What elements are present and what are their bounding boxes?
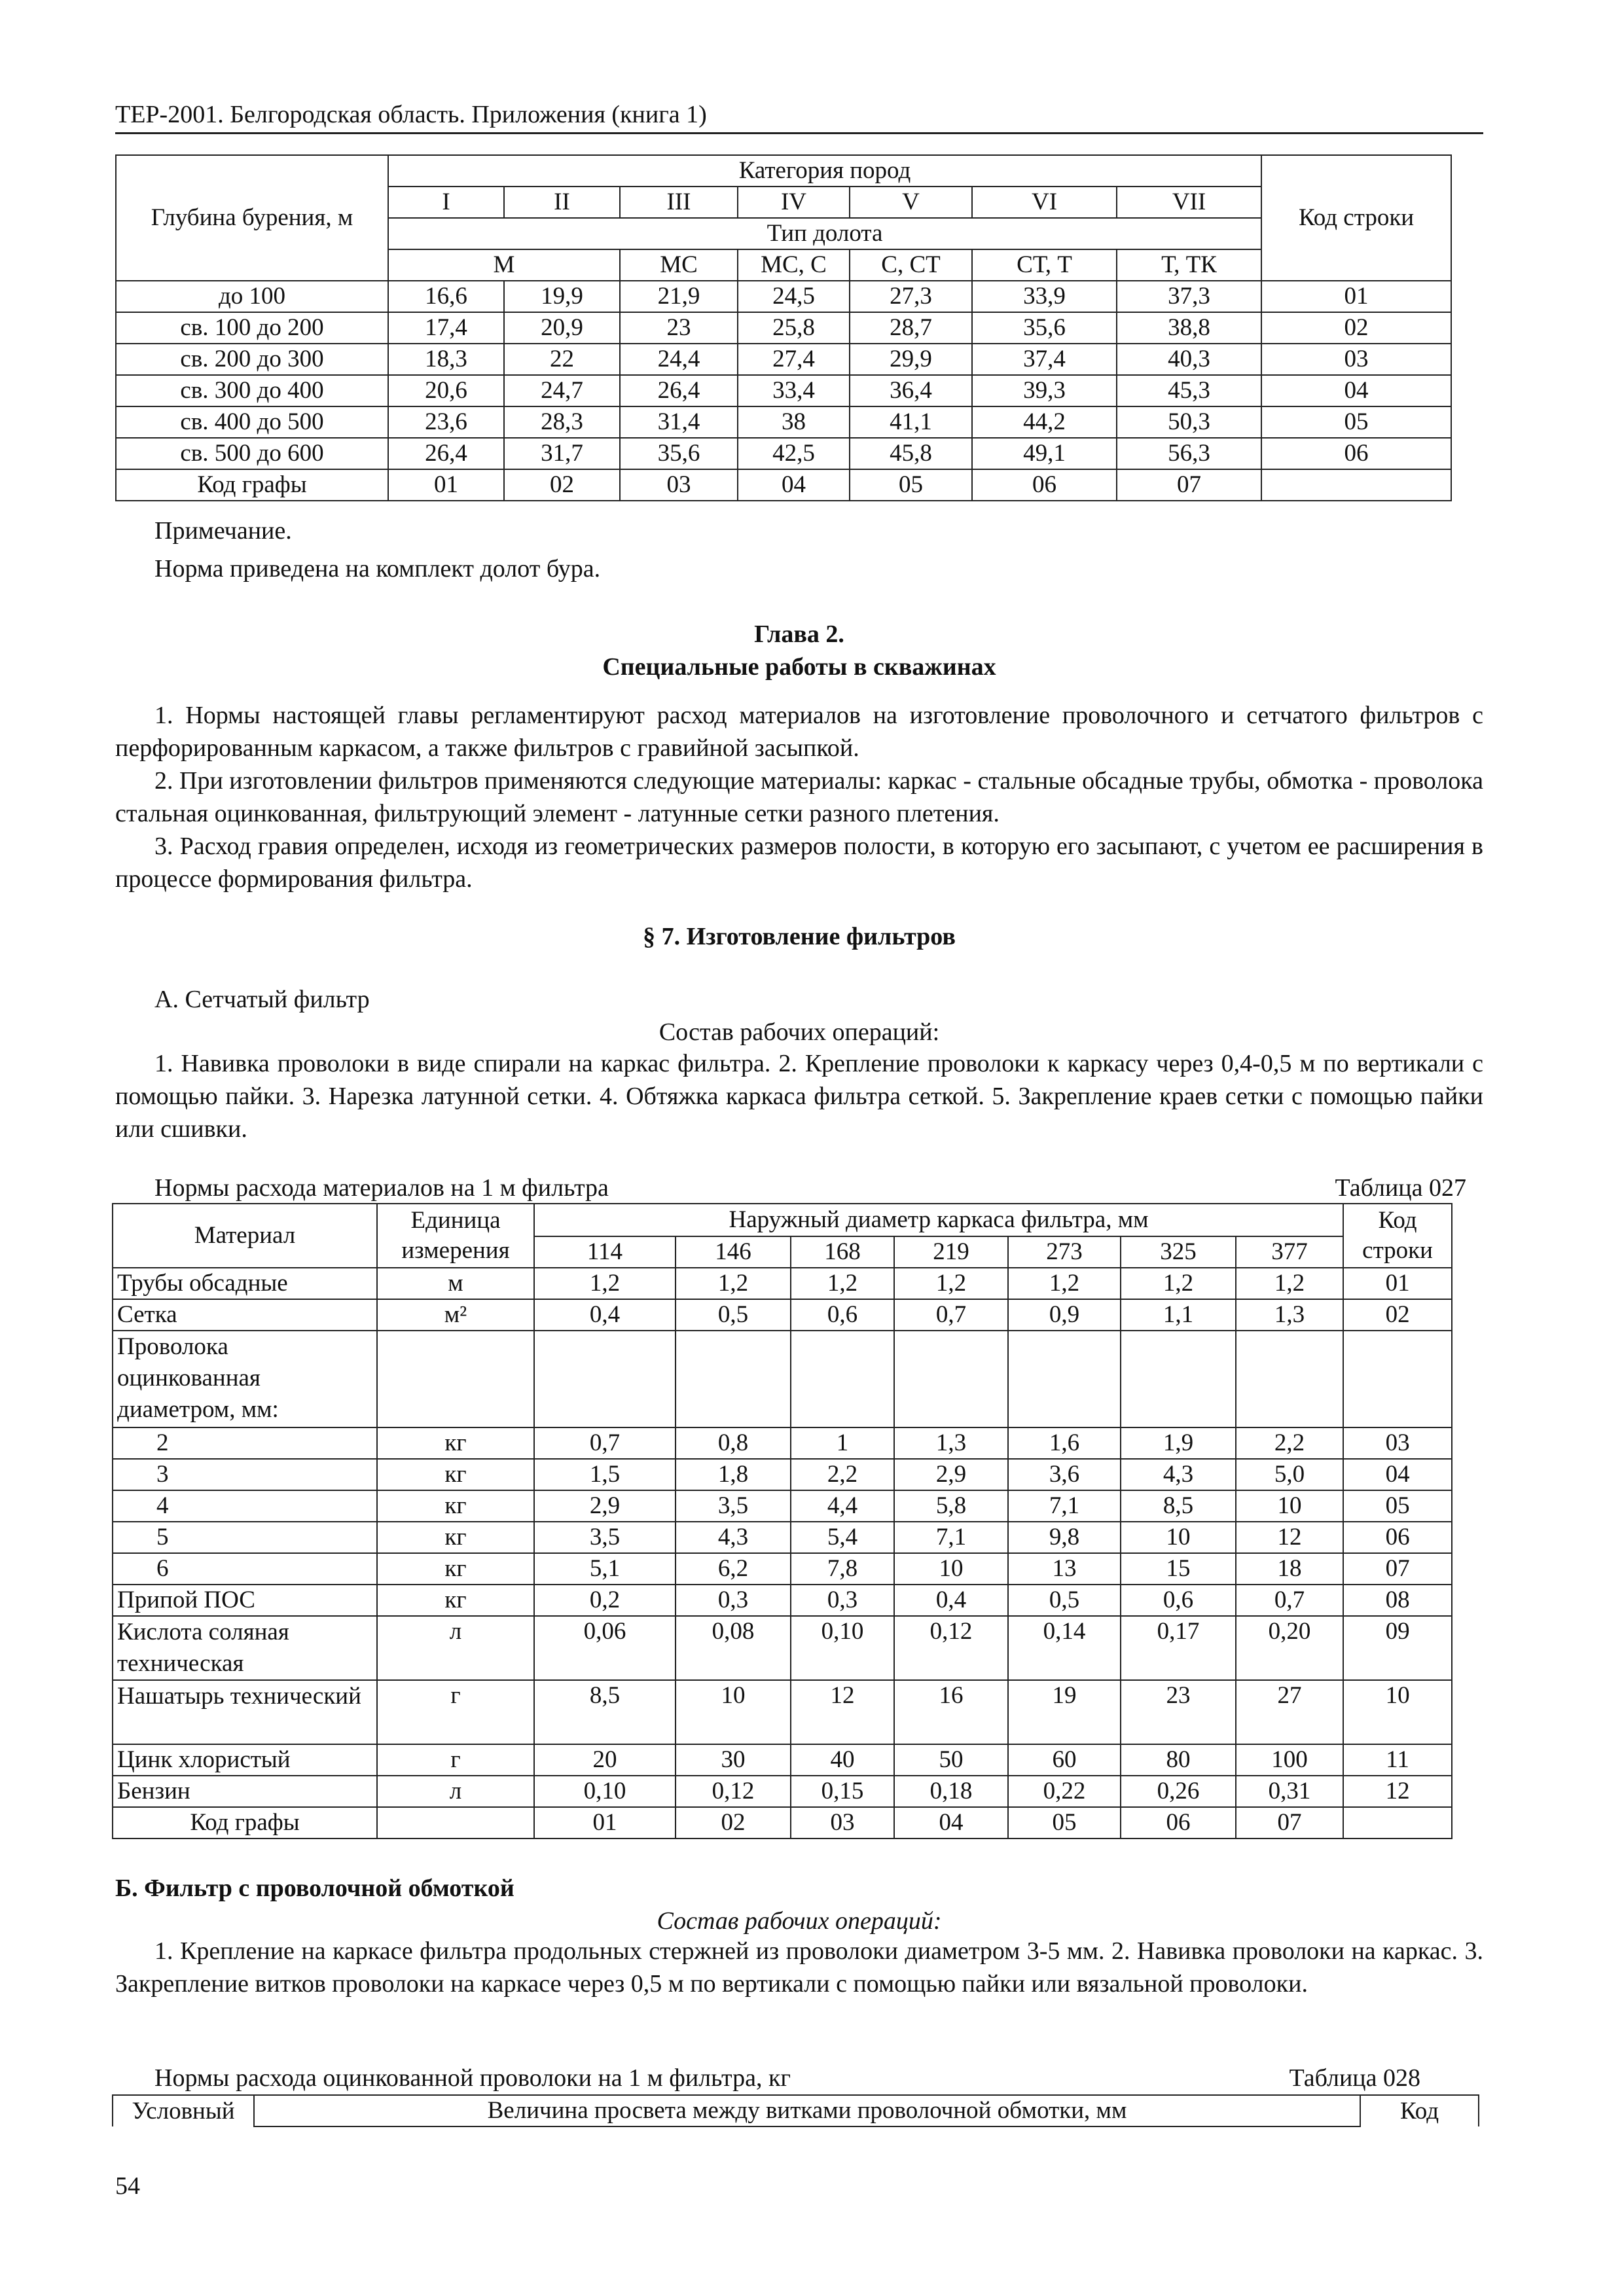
code-cell: 02 [1343,1299,1452,1331]
table-row [113,1490,1452,1522]
value-cell: 38,8 [1117,312,1261,344]
code-col-cell: 05 [850,469,972,501]
code-col-label: Код графы [113,1807,377,1839]
value-cell: 24,4 [620,344,738,375]
code-cell: 02 [1261,312,1451,344]
code-cell: 11 [1343,1744,1452,1776]
code-cell: 04 [1261,375,1451,406]
value-cell: 1,2 [894,1268,1008,1299]
code-cell: 06 [1343,1522,1452,1553]
value-cell: 1,9 [1121,1427,1236,1459]
value-cell: 5,1 [534,1553,676,1585]
code-cell: 03 [1261,344,1451,375]
unit-cell: кг [377,1427,534,1459]
value-cell: 0,9 [1008,1299,1121,1331]
value-cell: 1,2 [791,1268,894,1299]
value-cell: 0,3 [791,1585,894,1616]
subsection-b-ops-text: 1. Крепление на каркасе фильтра продольных стержней из проволоки диаметром 3-5 мм. 2. Навивка проволоки на каркас. 3. Закрепление витков проволоки на каркасе через 0,5 м по вертикали с помощью пайки или вязальной проволоки. [115,1937,1483,1998]
value-cell: 27,4 [738,344,850,375]
value-cell: 20,9 [504,312,620,344]
value-cell: 23 [1121,1680,1236,1744]
code-col-cell: 01 [388,469,504,501]
wire-norms-table [112,2094,1479,2127]
value-cell: 1,2 [1121,1268,1236,1299]
code-cell: 12 [1343,1776,1452,1807]
value-cell: 0,5 [1008,1585,1121,1616]
depth-header: Глубина бурения, м [116,155,388,281]
value-cell: 12 [1236,1522,1343,1553]
value-cell: 20 [534,1744,676,1776]
diameter-cell: 114 [534,1236,676,1268]
category-1: I [388,187,504,218]
value-cell: 33,9 [972,281,1117,312]
value-cell: 1,1 [1121,1299,1236,1331]
value-cell [676,1331,791,1427]
depth-cell: св. 100 до 200 [116,312,388,344]
unit-cell: м² [377,1299,534,1331]
subsection-b-title: Б. Фильтр с проволочной обмоткой [115,1874,514,1902]
category-3: III [620,187,738,218]
bit-type-header: Тип долота [388,218,1261,249]
value-cell: 7,8 [791,1553,894,1585]
value-cell: 3,6 [1008,1459,1121,1490]
value-cell: 39,3 [972,375,1117,406]
material-cell: Кислота соляная техническая [113,1616,377,1680]
value-cell: 0,10 [534,1776,676,1807]
value-cell: 19,9 [504,281,620,312]
code-col-cell: 07 [1236,1807,1343,1839]
category-7: VII [1117,187,1261,218]
value-cell: 41,1 [850,406,972,438]
value-cell: 1,2 [1236,1268,1343,1299]
chapter-title: Глава 2. [754,620,844,648]
value-cell: 23,6 [388,406,504,438]
value-cell: 3,5 [676,1490,791,1522]
code-cell: 01 [1343,1268,1452,1299]
code-col-cell: 07 [1117,469,1261,501]
unit-cell: кг [377,1522,534,1553]
code-col-cell: 03 [791,1807,894,1839]
table-row [116,344,1451,375]
unit-cell: кг [377,1585,534,1616]
material-cell: Припой ПОС [113,1585,377,1616]
value-cell: 0,2 [534,1585,676,1616]
value-cell: 4,4 [791,1490,894,1522]
bit-type: СТ, Т [972,249,1117,281]
value-cell: 1,2 [534,1268,676,1299]
table-row [116,312,1451,344]
material-cell: Бензин [113,1776,377,1807]
bit-type: Т, ТК [1117,249,1261,281]
table-row [116,438,1451,469]
value-cell: 13 [1008,1553,1121,1585]
value-cell: 0,4 [534,1299,676,1331]
diameter-cell: 325 [1121,1236,1236,1268]
filter-materials-table [112,1203,1453,1839]
value-cell: 0,17 [1121,1616,1236,1680]
table-row [113,1268,1452,1299]
material-cell: 3 [113,1459,377,1490]
value-cell: 49,1 [972,438,1117,469]
value-cell: 0,08 [676,1616,791,1680]
intro-paragraph: 2. При изготовлении фильтров применяются следующие материалы: каркас - стальные обсадные трубы, обмотка - проволока стальная оцинкованная, фильтрующий элемент - латунные сетки разного плетения. [115,767,1483,827]
material-cell: Проволока оцинкованная диаметром, мм: [113,1331,377,1427]
note-label: Примечание. [154,517,292,545]
value-cell: 36,4 [850,375,972,406]
value-cell: 33,4 [738,375,850,406]
unit-cell: л [377,1616,534,1680]
value-cell: 80 [1121,1744,1236,1776]
diameter-cell: 168 [791,1236,894,1268]
table-row [116,375,1451,406]
depth-cell: св. 400 до 500 [116,406,388,438]
value-cell: 10 [1121,1522,1236,1553]
value-cell: 7,1 [1008,1490,1121,1522]
value-cell: 1,6 [1008,1427,1121,1459]
code-cell: 10 [1343,1680,1452,1744]
intro-paragraph: 3. Расход гравия определен, исходя из геометрических размеров полости, в которую его засыпают, с учетом ее расширения в процессе формирования фильтра. [115,833,1483,893]
value-cell: 20,6 [388,375,504,406]
value-cell: 4,3 [676,1522,791,1553]
table-027-number: Таблица 027 [1335,1174,1466,1202]
depth-cell: св. 200 до 300 [116,344,388,375]
code-col-cell: 06 [1121,1807,1236,1839]
code-cell: 05 [1261,406,1451,438]
bit-type: МС, С [738,249,850,281]
depth-cell: до 100 [116,281,388,312]
diameter-cell: 377 [1236,1236,1343,1268]
material-cell: Сетка [113,1299,377,1331]
note-text: Норма приведена на комплект долот бура. [154,555,601,583]
code-cell: 05 [1343,1490,1452,1522]
unit-cell: м [377,1268,534,1299]
value-cell: 50,3 [1117,406,1261,438]
unit-cell: кг [377,1459,534,1490]
table-row [113,1616,1452,1680]
value-cell: 35,6 [972,312,1117,344]
diameter-header: Наружный диаметр каркаса фильтра, мм [534,1204,1343,1236]
value-cell: 8,5 [1121,1490,1236,1522]
material-cell: Нашатырь технический [113,1680,377,1744]
code-cell: 06 [1261,438,1451,469]
value-cell: 0,15 [791,1776,894,1807]
table-028-col-code: Код [1360,2095,1479,2126]
category-2: II [504,187,620,218]
value-cell [791,1331,894,1427]
value-cell: 0,8 [676,1427,791,1459]
value-cell: 5,8 [894,1490,1008,1522]
value-cell: 18 [1236,1553,1343,1585]
unit-cell: кг [377,1490,534,1522]
unit-header: Единица измерения [377,1204,534,1268]
intro-paragraphs [115,699,1483,895]
value-cell: 1 [791,1427,894,1459]
drilling-norms-table [115,154,1452,501]
value-cell: 21,9 [620,281,738,312]
value-cell: 9,8 [1008,1522,1121,1553]
value-cell [894,1331,1008,1427]
value-cell: 40 [791,1744,894,1776]
category-6: VI [972,187,1117,218]
material-cell: Цинк хлористый [113,1744,377,1776]
value-cell: 0,7 [1236,1585,1343,1616]
value-cell: 10 [1236,1490,1343,1522]
value-cell [1008,1331,1121,1427]
table-row [113,1553,1452,1585]
bit-type: С, СТ [850,249,972,281]
value-cell: 0,10 [791,1616,894,1680]
code-col-cell: 04 [894,1807,1008,1839]
table-row [116,281,1451,312]
value-cell: 60 [1008,1744,1121,1776]
bit-type: М [388,249,620,281]
table-028-col-conditional: Условный [113,2095,254,2126]
value-cell: 1,3 [894,1427,1008,1459]
value-cell: 27,3 [850,281,972,312]
category-4: IV [738,187,850,218]
table-row [113,1585,1452,1616]
code-cell: 04 [1343,1459,1452,1490]
value-cell: 30 [676,1744,791,1776]
category-5: V [850,187,972,218]
code-col-label: Код графы [116,469,388,501]
value-cell: 19 [1008,1680,1121,1744]
code-col-cell: 01 [534,1807,676,1839]
depth-cell: св. 300 до 400 [116,375,388,406]
diameter-cell: 273 [1008,1236,1121,1268]
value-cell: 24,7 [504,375,620,406]
bit-type: МС [620,249,738,281]
value-cell: 1,5 [534,1459,676,1490]
code-cell: 03 [1343,1427,1452,1459]
value-cell: 0,12 [676,1776,791,1807]
material-header: Материал [113,1204,377,1268]
value-cell: 0,20 [1236,1616,1343,1680]
table-027-caption: Нормы расхода материалов на 1 м фильтра [154,1174,609,1202]
value-cell: 2,2 [791,1459,894,1490]
value-cell: 45,3 [1117,375,1261,406]
value-cell: 5,4 [791,1522,894,1553]
subsection-a-ops-header: Состав рабочих операций: [659,1018,940,1046]
table-028-caption: Нормы расхода оцинкованной проволоки на 1 м фильтра, кг [154,2064,791,2092]
value-cell [1121,1331,1236,1427]
value-cell: 40,3 [1117,344,1261,375]
value-cell: 45,8 [850,438,972,469]
table-028-col-gap: Величина просвета между витками проволочной обмотки, мм [254,2095,1360,2126]
value-cell: 3,5 [534,1522,676,1553]
value-cell: 37,4 [972,344,1117,375]
value-cell: 17,4 [388,312,504,344]
material-cell: 5 [113,1522,377,1553]
value-cell: 24,5 [738,281,850,312]
unit-cell [377,1331,534,1427]
value-cell: 0,31 [1236,1776,1343,1807]
subsection-a-title: А. Сетчатый фильтр [154,986,370,1013]
value-cell: 0,3 [676,1585,791,1616]
value-cell: 37,3 [1117,281,1261,312]
material-cell: 2 [113,1427,377,1459]
diameter-cell: 219 [894,1236,1008,1268]
value-cell: 6,2 [676,1553,791,1585]
value-cell: 2,9 [534,1490,676,1522]
code-col-cell: 06 [972,469,1117,501]
diameter-cell: 146 [676,1236,791,1268]
unit-cell: г [377,1744,534,1776]
empty-cell [1343,1807,1452,1839]
code-col-cell: 05 [1008,1807,1121,1839]
section-title: § 7. Изготовление фильтров [643,923,956,950]
value-cell: 0,14 [1008,1616,1121,1680]
value-cell: 0,7 [534,1427,676,1459]
depth-cell: св. 500 до 600 [116,438,388,469]
code-cell [1343,1331,1452,1427]
code-cell: 07 [1343,1553,1452,1585]
value-cell: 31,7 [504,438,620,469]
table-row [113,1427,1452,1459]
value-cell: 1,8 [676,1459,791,1490]
table-row [113,1744,1452,1776]
value-cell: 26,4 [388,438,504,469]
value-cell: 31,4 [620,406,738,438]
table-row [113,1331,1452,1427]
page-number: 54 [115,2172,140,2200]
value-cell: 26,4 [620,375,738,406]
code-row-header: Код строки [1343,1204,1452,1268]
value-cell: 0,26 [1121,1776,1236,1807]
category-header: Категория пород [388,155,1261,187]
value-cell: 38 [738,406,850,438]
value-cell: 10 [676,1680,791,1744]
value-cell: 2,9 [894,1459,1008,1490]
value-cell: 0,22 [1008,1776,1121,1807]
value-cell: 0,6 [1121,1585,1236,1616]
value-cell: 7,1 [894,1522,1008,1553]
unit-cell: л [377,1776,534,1807]
table-row [113,1459,1452,1490]
unit-cell: г [377,1680,534,1744]
value-cell: 8,5 [534,1680,676,1744]
value-cell: 12 [791,1680,894,1744]
code-cell: 09 [1343,1616,1452,1680]
value-cell: 50 [894,1744,1008,1776]
value-cell: 25,8 [738,312,850,344]
value-cell [1236,1331,1343,1427]
chapter-subtitle: Специальные работы в скважинах [602,653,996,681]
value-cell: 1,3 [1236,1299,1343,1331]
code-cell: 08 [1343,1585,1452,1616]
table-row [113,1299,1452,1331]
code-col-cell: 03 [620,469,738,501]
value-cell: 100 [1236,1744,1343,1776]
value-cell: 42,5 [738,438,850,469]
table-row [113,1776,1452,1807]
value-cell: 16 [894,1680,1008,1744]
table-row [113,1680,1452,1744]
value-cell: 29,9 [850,344,972,375]
subsection-b-ops-header: Состав рабочих операций: [657,1907,942,1935]
code-col-cell: 02 [504,469,620,501]
value-cell: 22 [504,344,620,375]
code-cell: 01 [1261,281,1451,312]
value-cell: 0,12 [894,1616,1008,1680]
table-row [113,1522,1452,1553]
running-header: ТЕР-2001. Белгородская область. Приложения (книга 1) [115,98,1483,134]
code-col-cell: 02 [676,1807,791,1839]
subsection-a-ops-text: 1. Навивка проволоки в виде спирали на каркас фильтра. 2. Крепление проволоки к каркасу через 0,4-0,5 м по вертикали с помощью пайки. 3. Нарезка латунной сетки. 4. Обтяжка каркаса фильтра сеткой. 5. Закрепление краев сетки с помощью пайки или сшивки. [115,1050,1483,1143]
value-cell: 0,4 [894,1585,1008,1616]
table-028-number: Таблица 028 [1289,2064,1420,2092]
value-cell: 0,7 [894,1299,1008,1331]
value-cell: 15 [1121,1553,1236,1585]
value-cell: 0,18 [894,1776,1008,1807]
value-cell: 44,2 [972,406,1117,438]
value-cell: 0,6 [791,1299,894,1331]
material-cell: 6 [113,1553,377,1585]
value-cell: 0,06 [534,1616,676,1680]
value-cell: 23 [620,312,738,344]
value-cell: 2,2 [1236,1427,1343,1459]
value-cell: 35,6 [620,438,738,469]
table-row [116,406,1451,438]
value-cell: 4,3 [1121,1459,1236,1490]
value-cell: 16,6 [388,281,504,312]
value-cell: 10 [894,1553,1008,1585]
material-cell: 4 [113,1490,377,1522]
value-cell: 0,5 [676,1299,791,1331]
value-cell: 27 [1236,1680,1343,1744]
value-cell: 56,3 [1117,438,1261,469]
material-cell: Трубы обсадные [113,1268,377,1299]
empty-cell [377,1807,534,1839]
empty-cell [1261,469,1451,501]
intro-paragraph: 1. Нормы настоящей главы регламентируют расход материалов на изготовление проволочного и сетчатого фильтров с перфорированным каркасом, а также фильтров с гравийной засыпкой. [115,702,1483,762]
value-cell: 1,2 [1008,1268,1121,1299]
unit-cell: кг [377,1553,534,1585]
value-cell: 1,2 [676,1268,791,1299]
value-cell: 5,0 [1236,1459,1343,1490]
code-row-header: Код строки [1261,155,1451,281]
value-cell [534,1331,676,1427]
code-col-cell: 04 [738,469,850,501]
value-cell: 28,3 [504,406,620,438]
value-cell: 18,3 [388,344,504,375]
value-cell: 28,7 [850,312,972,344]
